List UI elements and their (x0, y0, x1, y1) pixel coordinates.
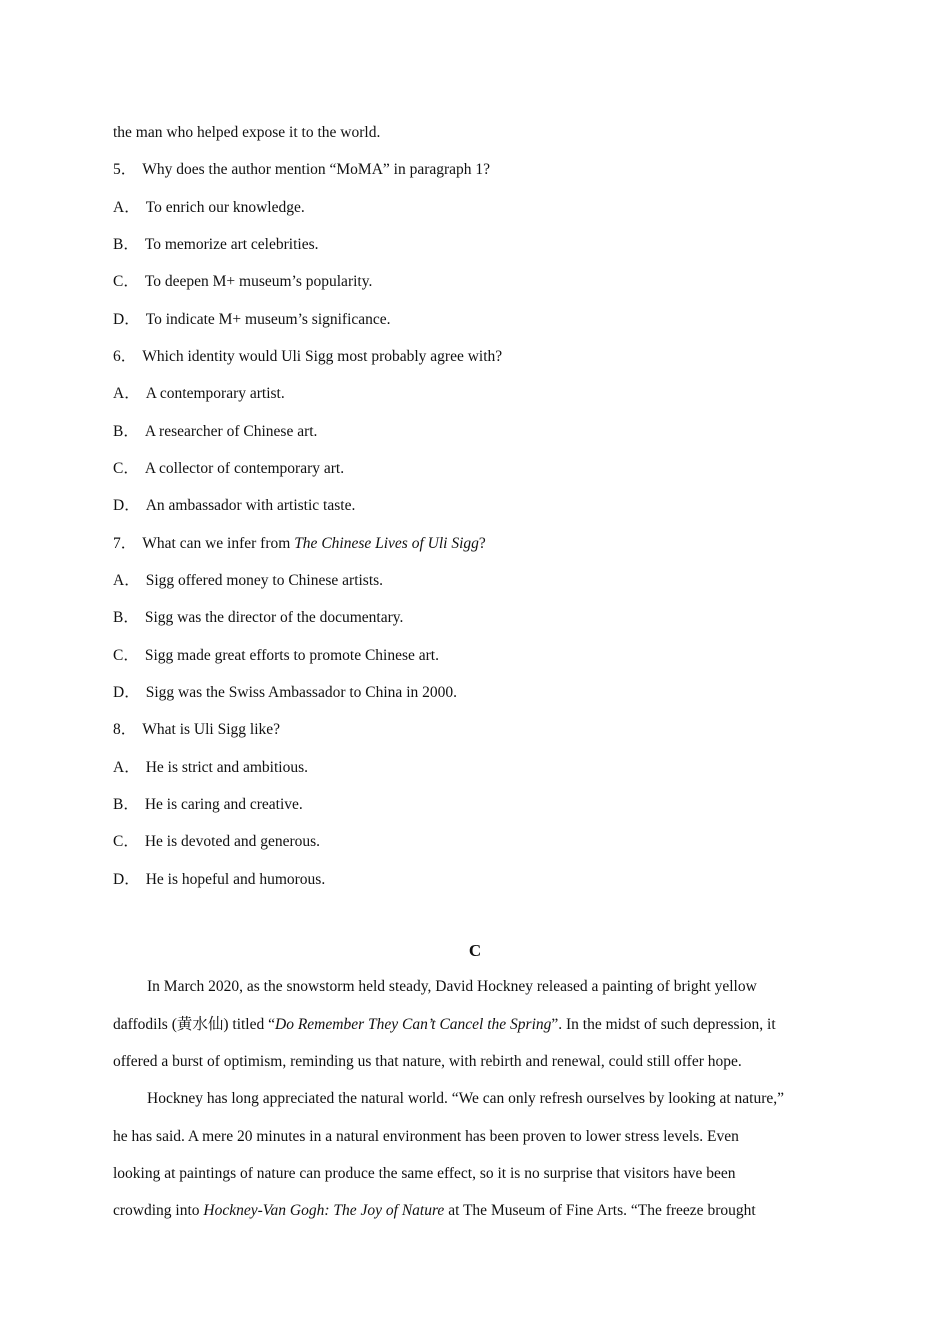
option-label: B． (113, 609, 139, 626)
passage-text: Hockney has long appreciated the natural world. “We can only refresh ourselves by looking at nature,” (147, 1090, 785, 1107)
passage-text: looking at paintings of nature can produce the same effect, so it is no surprise that visitors have been (113, 1165, 736, 1182)
option-text: Sigg was the director of the documentary. (144, 609, 404, 626)
option-text: He is caring and creative. (144, 796, 303, 813)
option-text: A contemporary artist. (145, 385, 285, 402)
passage-line (147, 977, 757, 997)
question-number: 8． (113, 721, 137, 738)
option-label: D． (113, 871, 140, 888)
option-text: He is strict and ambitious. (145, 759, 308, 776)
question-7-option-d (113, 683, 457, 703)
option-text: An ambassador with artistic taste. (145, 497, 356, 514)
question-6-option-b (113, 422, 317, 442)
passage-line (113, 1015, 776, 1035)
question-5-option-a (113, 198, 305, 218)
question-8-option-c (113, 832, 320, 852)
option-text: He is devoted and generous. (144, 833, 321, 850)
option-label: B． (113, 236, 139, 253)
question-7-option-a (113, 571, 383, 591)
option-text: To enrich our knowledge. (145, 199, 305, 216)
question-8-option-b (113, 795, 303, 815)
option-text: Sigg offered money to Chinese artists. (145, 572, 384, 589)
option-label: D． (113, 311, 140, 328)
passage-text: offered a burst of optimism, reminding us that nature, with rebirth and renewal, could still offer hope. (113, 1053, 742, 1070)
question-text: Which identity would Uli Sigg most probably agree with? (142, 348, 503, 365)
carryover-text: the man who helped expose it to the world. (113, 124, 381, 141)
question-5-option-c (113, 272, 372, 292)
option-label: C． (113, 460, 139, 477)
passage-text: crowding into (113, 1202, 204, 1219)
question-text: Why does the author mention “MoMA” in paragraph 1? (142, 161, 491, 178)
section-title: C (468, 941, 482, 960)
question-7-stem (113, 534, 486, 554)
option-label: A． (113, 199, 140, 216)
question-6-stem (113, 347, 502, 367)
option-text: Sigg was the Swiss Ambassador to China in 2000. (145, 684, 457, 701)
option-text: Sigg made great efforts to promote Chinese art. (144, 647, 439, 664)
option-text: To memorize art celebrities. (144, 236, 319, 253)
option-label: D． (113, 497, 140, 514)
passage-text: In March 2020, as the snowstorm held steady, David Hockney released a painting of bright yellow (147, 978, 757, 995)
documentary-title: The Chinese Lives of Uli Sigg (294, 535, 479, 552)
option-label: C． (113, 833, 139, 850)
option-text: A collector of contemporary art. (144, 460, 345, 477)
question-5-stem (113, 160, 490, 180)
question-6-option-d (113, 496, 355, 516)
painting-title: Do Remember They Can’t Cancel the Spring (275, 1016, 552, 1033)
passage-text: he has said. A mere 20 minutes in a natural environment has been proven to lower stress levels. Even (113, 1128, 739, 1145)
option-label: A． (113, 385, 140, 402)
option-label: C． (113, 647, 139, 664)
option-text: To deepen M+ museum’s popularity. (144, 273, 373, 290)
question-text: What is Uli Sigg like? (142, 721, 281, 738)
option-label: B． (113, 796, 139, 813)
question-number: 6． (113, 348, 137, 365)
question-8-stem (113, 720, 280, 740)
question-text-end: ? (478, 535, 486, 552)
question-5-option-b (113, 235, 319, 255)
option-text: To indicate M+ museum’s significance. (145, 311, 391, 328)
question-6-option-c (113, 459, 344, 479)
option-label: C． (113, 273, 139, 290)
passage-line (113, 1164, 736, 1184)
passage-line (113, 1127, 739, 1147)
option-label: B． (113, 423, 139, 440)
question-number: 5． (113, 161, 137, 178)
passage-text: ”. In the midst of such depression, it (551, 1016, 776, 1033)
option-label: A． (113, 759, 140, 776)
passage-line (113, 1052, 742, 1072)
passage-line (113, 1201, 756, 1221)
question-7-option-c (113, 646, 439, 666)
question-6-option-a (113, 384, 285, 404)
passage-line (147, 1089, 784, 1109)
question-number: 7． (113, 535, 137, 552)
option-text: A researcher of Chinese art. (144, 423, 318, 440)
option-label: D． (113, 684, 140, 701)
passage-text: at The Museum of Fine Arts. “The freeze brought (444, 1202, 756, 1219)
passage-text: daffodils (黄水仙) titled “ (113, 1016, 276, 1033)
option-text: He is hopeful and humorous. (145, 871, 326, 888)
question-8-option-d (113, 870, 325, 890)
exhibition-title: Hockney-Van Gogh: The Joy of Nature (203, 1202, 445, 1219)
question-text: What can we infer from (142, 535, 295, 552)
question-5-option-d (113, 310, 391, 330)
question-8-option-a (113, 758, 308, 778)
question-7-option-b (113, 608, 403, 628)
option-label: A． (113, 572, 140, 589)
